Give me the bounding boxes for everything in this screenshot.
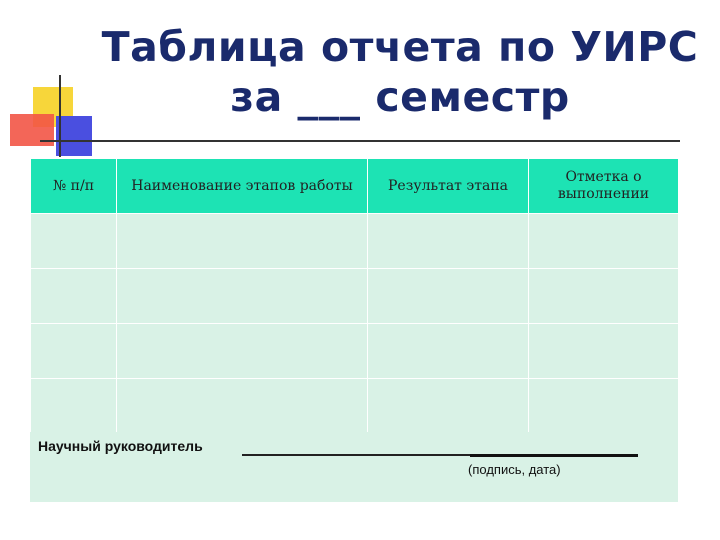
table-cell[interactable]: [117, 269, 368, 324]
header-number: № п/п: [31, 159, 117, 214]
decor-vertical-line: [59, 75, 61, 157]
supervisor-label: Научный руководитель: [38, 438, 203, 454]
table-row: [31, 269, 679, 324]
page-title: [100, 22, 700, 122]
table-cell[interactable]: [529, 324, 679, 379]
table-row: [31, 379, 679, 434]
signature-caption: (подпись, дата): [468, 462, 561, 477]
decor-horizontal-line: [40, 140, 680, 142]
table-cell[interactable]: [529, 269, 679, 324]
title-line-2: за ___ семестр: [230, 73, 570, 121]
table-cell[interactable]: [31, 379, 117, 434]
table-cell[interactable]: [368, 324, 529, 379]
table-cell[interactable]: [117, 324, 368, 379]
signature-section: [30, 432, 678, 502]
decor-blue-square: [56, 116, 92, 156]
header-stage-name: Наименование этапов работы: [117, 159, 368, 214]
table-cell[interactable]: [31, 214, 117, 269]
title-line-1: Таблица отчета по УИРС: [101, 23, 699, 71]
table-cell[interactable]: [368, 379, 529, 434]
table-header-row: [31, 159, 679, 214]
table-cell[interactable]: [529, 214, 679, 269]
table-cell[interactable]: [368, 269, 529, 324]
table-cell[interactable]: [31, 324, 117, 379]
table-cell[interactable]: [117, 214, 368, 269]
table-cell[interactable]: [31, 269, 117, 324]
table-row: [31, 324, 679, 379]
table-row: [31, 214, 679, 269]
header-stage-result: Результат этапа: [368, 159, 529, 214]
header-completion-mark: Отметка о выполнении: [529, 159, 679, 214]
report-table: [30, 158, 679, 434]
table-cell[interactable]: [368, 214, 529, 269]
table-cell[interactable]: [529, 379, 679, 434]
table-cell[interactable]: [117, 379, 368, 434]
signature-line-date: [470, 454, 638, 457]
